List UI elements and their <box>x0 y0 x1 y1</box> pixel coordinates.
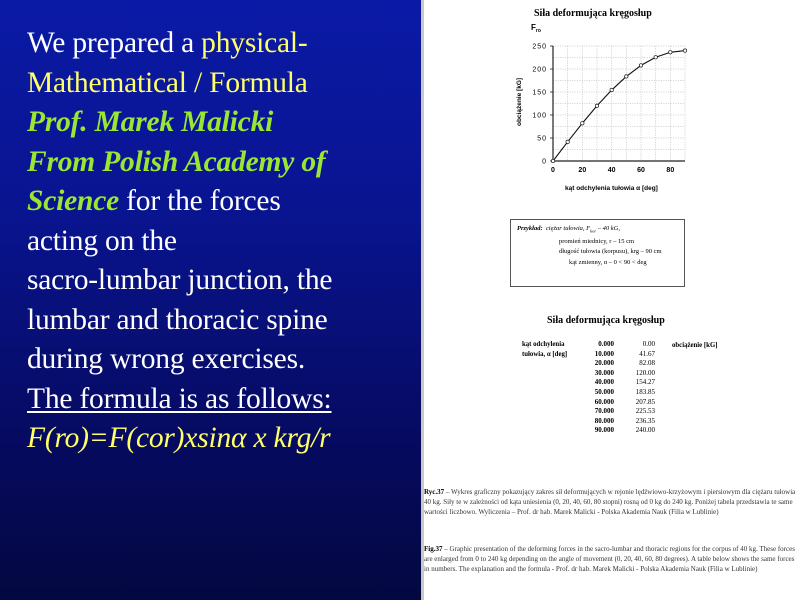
example-text: ciężar tułowia, F <box>545 225 591 232</box>
y-tick-label: 100 <box>532 112 547 120</box>
chart-title: Siła deformująca kręgosłup <box>534 8 652 19</box>
example-text: – 40 kG, <box>596 225 620 232</box>
data-point <box>581 122 584 125</box>
table-cell-load: 120.00 <box>635 368 655 377</box>
table-cell-load: 240.00 <box>635 426 655 435</box>
table-cell-load: 41.67 <box>639 349 655 358</box>
table-cell-angle: 40.000 <box>594 378 614 387</box>
example-sub: kor <box>590 228 597 234</box>
data-point <box>654 56 657 59</box>
example-row-4: kąt zmienny, α – 0 < 90 < deg <box>569 258 647 266</box>
highlight-physical: physical- <box>201 27 308 59</box>
caption-text: – Wykres graficzny pokazujący zakres sił deformujących w rejonie lędźwiowo-krzyżowym i piersiowym dla ciężaru tułowia 40 kg. Siły te w zależności od kąta uniesienia (0, 20, 40, 60, 80 stopni) rosną od 0 kg do 240 kg. Poniżej tabela przedstawia te same wartości liczbowo. Wyliczenia – Prof. dr hab. Marek Malicki - Polska Akademia Nauk (Filia w Lublinie) <box>424 488 796 516</box>
table-angles-column <box>582 340 614 436</box>
caption-label: Fig.37 <box>424 545 443 553</box>
table-cell-load: 82.08 <box>639 359 655 368</box>
text-run: We prepared a <box>27 27 202 59</box>
caption-label: Ryc.37 <box>424 488 445 496</box>
institution-line: From Polish Academy of <box>27 145 326 178</box>
author-name: Prof. Marek Malicki <box>27 106 274 138</box>
table-cell-angle: 60.000 <box>594 397 614 406</box>
data-point <box>669 51 672 54</box>
text-line-8: lumbar and thoracic spine <box>27 303 328 336</box>
y-tick-labels <box>532 44 553 166</box>
table-cell-load: 225.53 <box>635 407 655 416</box>
chart-grid <box>553 46 685 161</box>
example-label: Przykład: <box>517 225 543 232</box>
data-point <box>566 140 569 143</box>
slide-body-text <box>27 24 407 459</box>
data-point <box>595 104 598 107</box>
table-cell-load: 236.35 <box>635 416 655 425</box>
data-point <box>551 159 554 162</box>
table-cell-load: 0.00 <box>642 340 655 348</box>
y-tick-label: 150 <box>532 89 547 97</box>
example-box <box>510 219 685 287</box>
x-tick-label: 20 <box>578 167 587 174</box>
force-chart <box>505 18 705 208</box>
data-points <box>551 49 686 163</box>
example-row-2: promień miednicy, r – 15 cm <box>559 237 635 245</box>
data-point <box>625 75 628 78</box>
formula-heading: The formula is as follows: <box>27 382 332 415</box>
y-tick-label: 0 <box>542 158 547 166</box>
table-cell-load: 154.27 <box>635 378 655 387</box>
table-cell-angle: 80.000 <box>594 416 614 425</box>
table-label-line: tułowia, α [deg] <box>522 351 568 358</box>
caption-english <box>424 544 798 574</box>
caption-text: – Graphic presentation of the deforming forces in the sacro-lumbar and thoracic regions for the corpus of 40 kg. These forces are enlarged from 0 to 240 kg depending on the angle of movement (0, 20, 40, 60, 80 degrees). A table below shows the same forces in numbers. The explanation and the formula - Prof. dr hab. Marek Malicki - Polska Akademia Nauk (Filia w Lublinie) <box>424 545 795 573</box>
text-run: for the forces <box>118 185 281 217</box>
x-axis-label: kąt odchylenia tułowia α [deg] <box>565 185 658 192</box>
y-axis-label: obciążenie [kG] <box>516 77 523 126</box>
y-tick-label: 250 <box>532 43 547 51</box>
force-curve <box>553 51 685 161</box>
example-row-1 <box>517 224 678 237</box>
x-tick-label: 80 <box>666 167 675 174</box>
text-line-5 <box>27 182 407 222</box>
data-point <box>639 64 642 67</box>
x-tick-label: 60 <box>637 167 645 174</box>
table-cell-angle: 0.000 <box>598 340 614 348</box>
data-point <box>683 49 686 52</box>
table-cell-load: 207.85 <box>635 397 655 406</box>
text-line-2: Mathematical / Formula <box>27 66 308 99</box>
text-line-6: acting on the <box>27 224 177 257</box>
table-load-header: obciążenie [kG] <box>672 342 718 349</box>
x-tick-labels <box>551 167 674 174</box>
y-axis-top-label: $F_{ro}$ <box>531 23 541 34</box>
table-row-label <box>522 340 567 360</box>
y-tick-label: 50 <box>537 135 547 143</box>
formula: F(ro)=F(cor)xsinα x krg/r <box>27 422 331 454</box>
table-label-line: kąt odchylenia <box>522 341 565 348</box>
table-cell-angle: 50.000 <box>594 387 614 396</box>
text-line-1 <box>27 24 407 64</box>
table-cell-load: 183.85 <box>635 387 655 396</box>
table-cell-angle: 70.000 <box>594 407 614 416</box>
table-cell-angle: 10.000 <box>594 349 614 358</box>
x-tick-label: 40 <box>607 167 616 174</box>
text-line-7: sacro-lumbar junction, the <box>27 264 333 296</box>
table-title: Siła deformująca kręgosłup <box>547 315 665 326</box>
table-cell-angle: 30.000 <box>594 368 614 377</box>
institution-science: Science <box>27 185 119 217</box>
table-loads-column <box>625 340 655 436</box>
table-cell-angle: 20.000 <box>594 359 614 368</box>
table-cell-angle: 90.000 <box>594 426 614 435</box>
data-point <box>610 88 613 91</box>
text-line-9: during wrong exercises. <box>27 343 306 375</box>
y-tick-label: 200 <box>532 66 547 74</box>
x-tick-label: 0 <box>551 167 555 174</box>
example-row-3: długość tułowia (korpusu), krg – 90 cm <box>559 248 662 256</box>
caption-polish <box>424 487 798 517</box>
